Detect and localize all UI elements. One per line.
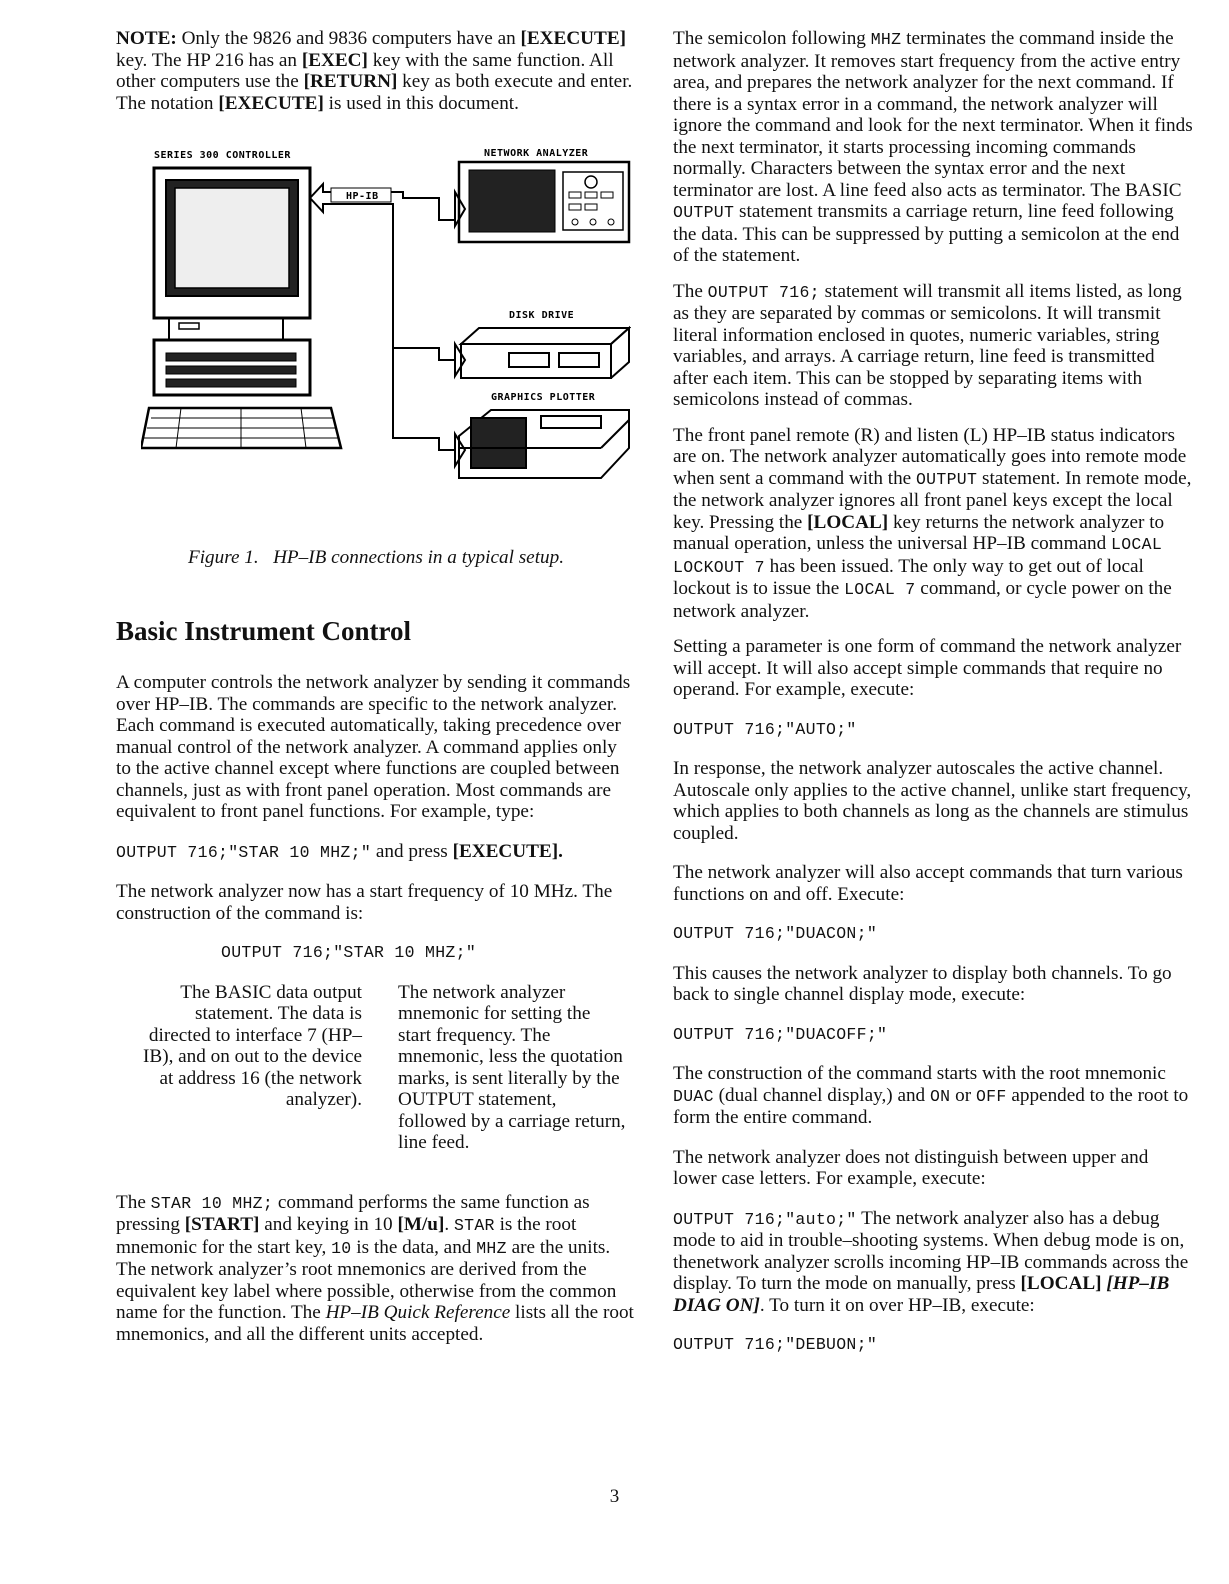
figure-caption: Figure 1. HP–IB connections in a typical setup. xyxy=(187,547,565,568)
right-paragraph-9: The network analyzer does not distinguish between upper and lower case letters. For example, execute: xyxy=(673,1146,1149,1189)
command-construction-code: OUTPUT 716;"STAR 10 MHZ;" xyxy=(221,943,477,962)
graphics-plotter-label: GRAPHICS PLOTTER xyxy=(491,392,596,403)
controller-computer-illustration xyxy=(141,168,341,448)
right-paragraph-4: Setting a parameter is one form of command the network analyzer will accept. It will also accept simple commands that require no operand. For example, execute: xyxy=(673,636,1182,700)
right-paragraph-10: OUTPUT 716;"auto;" The network analyzer also has a debug mode to aid in trouble–shooting systems. When debug mode is on, thenetwork analyzer scrolls incoming HP–IB commands across the display. To turn the mode on manually, press [LOCAL] [HP–IB DIAG ON]. To turn it on over HP–IB, execute: xyxy=(673,1207,1189,1316)
code-duacoff: OUTPUT 716;"DUACOFF;" xyxy=(673,1024,888,1044)
disk-drive-illustration xyxy=(461,328,629,378)
right-paragraph-7: This causes the network analyzer to display both channels. To go back to single channel display mode, execute: xyxy=(673,962,1172,1005)
hpib-setup-figure xyxy=(141,148,631,533)
page-number: 3 xyxy=(609,1486,620,1507)
hpib-label: HP-IB xyxy=(346,191,379,202)
note-paragraph: NOTE: Only the 9826 and 9836 computers have an [EXECUTE] key. The HP 216 has an [EXEC] key with the same function. All other computers use the [RETURN] key as both execute and enter. The notation [EXECUTE] is used in this document. xyxy=(116,28,633,114)
hpib-cabling xyxy=(310,184,465,466)
code-debuon: OUTPUT 716;"DEBUON;" xyxy=(673,1335,878,1354)
right-paragraph-6: The network analyzer will also accept commands that turn various functions on and off. Execute: xyxy=(673,862,1183,905)
network-analyzer-label: NETWORK ANALYZER xyxy=(484,148,589,159)
annotation-mnemonic: The network analyzer mnemonic for setting the start frequency. The mnemonic, less the quotation marks, is sent literally by the OUTPUT statement, followed by a carriage return, line feed. xyxy=(398,981,626,1153)
left-code-line-1: OUTPUT 716;"STAR 10 MHZ;" and press [EXECUTE]. xyxy=(116,840,563,862)
right-column xyxy=(673,28,1193,1374)
right-paragraph-3: The front panel remote (R) and listen (L) HP–IB status indicators are on. The network analyzer automatically goes into remote mode when sent a command with the OUTPUT statement. In remote mode, the network analyzer ignores all front panel keys except the local key. Pressing the [LOCAL] key returns the network analyzer to manual operation, unless the universal HP–IB command LOCAL LOCKOUT 7 has been issued. The only way to get out of local lockout is to issue the LOCAL 7 command, or cycle power on the network analyzer. xyxy=(673,424,1192,622)
network-analyzer-illustration xyxy=(459,162,629,242)
code-auto: OUTPUT 716;"AUTO;" xyxy=(673,719,857,739)
right-paragraph-2: The OUTPUT 716; statement will transmit all items listed, as long as they are separated by commas or semicolons. It will transmit literal information enclosed in quotes, numeric variables, string variables, and arrays. A carriage return, line feed is transmitted after each item. This can be stopped by separating items with semicolons instead of commas. xyxy=(673,280,1182,410)
section-heading: Basic Instrument Control xyxy=(116,615,412,646)
annotation-basic-statement: The BASIC data output statement. The data is directed to interface 7 (HP–IB), and on out to the device at address 16 (the network analyzer). xyxy=(143,981,362,1110)
hpib-diagram xyxy=(141,148,631,533)
left-paragraph-1: A computer controls the network analyzer by sending it commands over HP–IB. The commands are specific to the network analyzer. Each command is executed automatically, taking precedence over manual control of the network analyzer. A command applies only to the active channel except where functions are coupled between channels, just as with front panel operation. Most commands are equivalent to front panel functions. For example, type: xyxy=(116,672,631,822)
command-annotation xyxy=(132,982,636,1154)
left-paragraph-2: The network analyzer now has a start frequency of 10 MHz. The construction of the command is: xyxy=(116,881,613,924)
right-paragraph-5: In response, the network analyzer autoscales the active channel. Autoscale only applies to the active channel, unlike start frequency, which applies to both channels as long as the channels are stimulus coupled. xyxy=(673,758,1192,844)
left-paragraph-3: The STAR 10 MHZ; command performs the same function as pressing [START] and keying in 10 [M/u]. STAR is the root mnemonic for the start key, 10 is the data, and MHZ are the units. The network analyzer’s root mnemonics are derived from the equivalent key label where possible, otherwise from the common name for the function. The HP–IB Quick Reference lists all the root mnemonics, and all the different units accepted. xyxy=(116,1191,634,1345)
right-paragraph-1: The semicolon following MHZ terminates the command inside the network analyzer. It removes start frequency from the active entry area, and prepares the network analyzer for the next command. If there is a syntax error in a command, the network analyzer will ignore the command and look for the next terminator. When it finds the next terminator, it starts processing incoming commands normally. Characters between the syntax error and the next terminator are lost. A line feed also acts as terminator. The BASIC OUTPUT statement transmits a carriage return, line feed following the data. This can be suppressed by putting a semicolon at the end of the statement. xyxy=(673,28,1193,266)
controller-label: SERIES 300 CONTROLLER xyxy=(154,150,291,161)
right-paragraph-8: The construction of the command starts with the root mnemonic DUAC (dual channel display,) and ON or OFF appended to the root to form the entire command. xyxy=(673,1063,1189,1128)
left-column xyxy=(116,28,636,1359)
disk-drive-label: DISK DRIVE xyxy=(509,310,575,321)
graphics-plotter-illustration xyxy=(459,410,629,478)
code-duacon: OUTPUT 716;"DUACON;" xyxy=(673,924,878,943)
